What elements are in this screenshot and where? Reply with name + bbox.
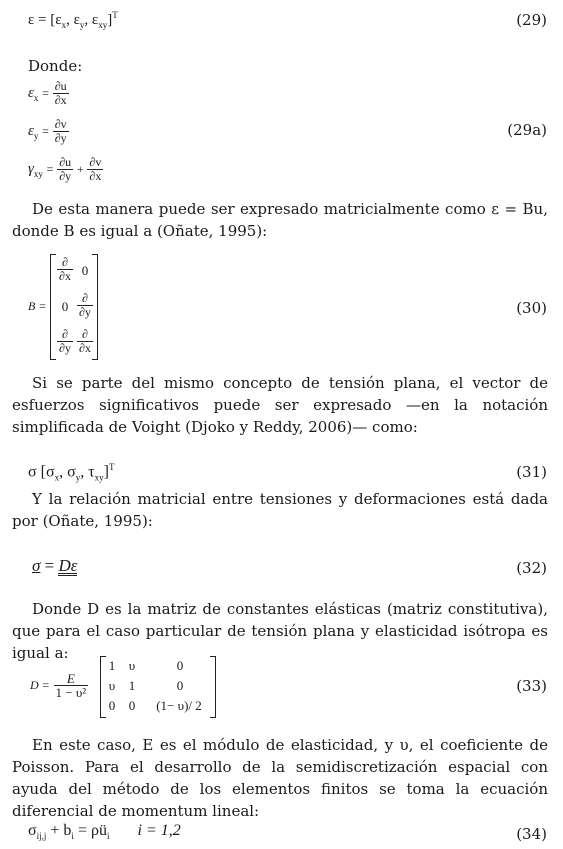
equation-number-29a: (29a)	[507, 121, 547, 139]
equation-number-31: (31)	[516, 463, 547, 481]
matrix-B: $\frac{\partial}{\partial x}$ 0 0 $\frac{\partial}{\partial y}$ $\frac{\partial}{\partial y}$ $\frac{\partial}{\partial x}$	[50, 254, 98, 360]
donde-label: Donde:	[28, 57, 83, 75]
equation-number-32: (32)	[516, 559, 547, 577]
paragraph-1: De esta manera puede ser expresado matricialmente como ε = Bu, donde B es igual a (Oñate, 1995):	[12, 200, 548, 240]
equation-number-34: (34)	[516, 825, 547, 843]
equation-29a-ey: $\varepsilon_y$ = $\frac{\partial v}{\partial y}$	[28, 117, 67, 145]
equation-29: $\varepsilon = [\varepsilon_x$, $\varepsilon_y$, $\varepsilon_{xy}]^T$	[28, 10, 118, 30]
equation-31: σ [$\sigma_x$, $\sigma_y$, $\tau_{xy}]^T$	[28, 462, 115, 483]
paragraph-3: Y la relación matricial entre tensiones y deformaciones está dada por (Oñate, 1995):	[12, 490, 548, 530]
equation-32: σ = Dε	[32, 556, 78, 575]
equation-number-29: (29)	[516, 11, 547, 29]
equation-number-30: (30)	[516, 299, 547, 317]
paragraph-5: En este caso, E es el módulo de elasticidad, y υ, el coeficiente de Poisson. Para el desarrollo de la semidiscretización espacial con ayuda del método de los elementos finitos se toma la ecuación diferencial de momentum lineal:	[12, 736, 548, 820]
equation-29a-gamma: $\gamma_{xy}$ = $\frac{\partial u}{\partial y}$ + $\frac{\partial v}{\partial x}$	[28, 155, 102, 183]
paragraph-4: Donde D es la matriz de constantes elásticas (matriz constitutiva), que para el caso particular de tensión plana y elasticidad isótropa es igual a:	[12, 600, 548, 662]
paragraph-2: Si se parte del mismo concepto de tensión plana, el vector de esfuerzos significativos puede ser expresado —en la notación simplificada de Voight (Djoko y Reddy, 2006)— como:	[12, 374, 548, 436]
equation-33-lhs: D = $\frac{E}{\text{1 − υ²}}$	[30, 671, 87, 700]
equation-number-33: (33)	[516, 677, 547, 695]
equation-29a-ex: $\varepsilon_x$ = $\frac{\partial u}{\partial x}$	[28, 79, 67, 107]
matrix-D: 1 υ 0 υ 1 0 0 0 (1− υ)/ 2	[100, 656, 216, 718]
equation-34: $\sigma_{ij,j} + b_i$ = $\rho ü_i$ i = 1,2	[28, 822, 181, 842]
equation-30-lhs: B =	[28, 299, 47, 313]
